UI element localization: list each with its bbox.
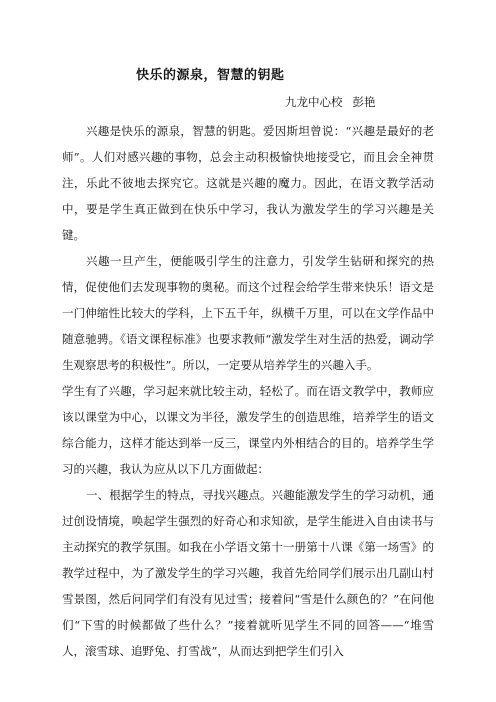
author-line (285, 94, 376, 110)
paragraph-3: 学生有了兴趣，学习起来就比较主动，轻松了。而在语文教学中，教师应该以课堂为中心，以课文为半径，激发学生的创造思维，培养学生的语文综合能力，这样才能达到举一反三，课堂内外相结合的目的。培养学生学习的兴趣，我认为应从以下几方面做起： (62, 384, 434, 476)
document-title: 快乐的源泉，智慧的钥匙 (136, 68, 285, 83)
author-name: 彭艳 (352, 95, 376, 109)
paragraph-4: 一、根据学生的特点，寻找兴趣点。兴趣能激发学生的学习动机，通过创设情境，唤起学生强烈的好奇心和求知欲，是学生能进入自由读书与主动探究的教学氛围。如我在小学语文第十一册第十八课《第一场雪》的教学过程中，为了激发学生的学习兴趣，我首先给同学们展示出几副山村雪景图，然后问同学们有没有见过雪；接着问“雪是什么颜色的？”在问他们“下雪的时候都做了些什么？”接着就听见学生不同的回答——“堆雪人，滚雪球、追野兔、打雪战”，从而达到把学生们引入 (62, 488, 434, 658)
document-body (62, 118, 434, 664)
paragraph-1: 兴趣是快乐的源泉，智慧的钥匙。爱因斯坦曾说：“兴趣是最好的老师”。人们对感兴趣的事物，总会主动积极愉快地接受它，而且会全神贯注，乐此不彼地去探究它。这就是兴趣的魔力。因此，在语文教学活动中，要是学生真正做到在快乐中学习，我认为激发学生的学习兴趣是关键。 (62, 124, 434, 242)
author-school: 九龙中心校 (285, 95, 343, 109)
paragraph-2: 兴趣一旦产生，便能吸引学生的注意力，引发学生钻研和探究的热情，促使他们去发现事物的奥秘。而这个过程会给学生带来快乐！语文是一门伸缩性比较大的学科，上下五千年，纵横千万里，可以在文学作品中随意驰骋。《语文课程标准》也要求教师“激发学生对生活的热爱，调动学生观察思考的积极性”。所以，一定要从培养学生的兴趣入手。 (62, 254, 434, 372)
